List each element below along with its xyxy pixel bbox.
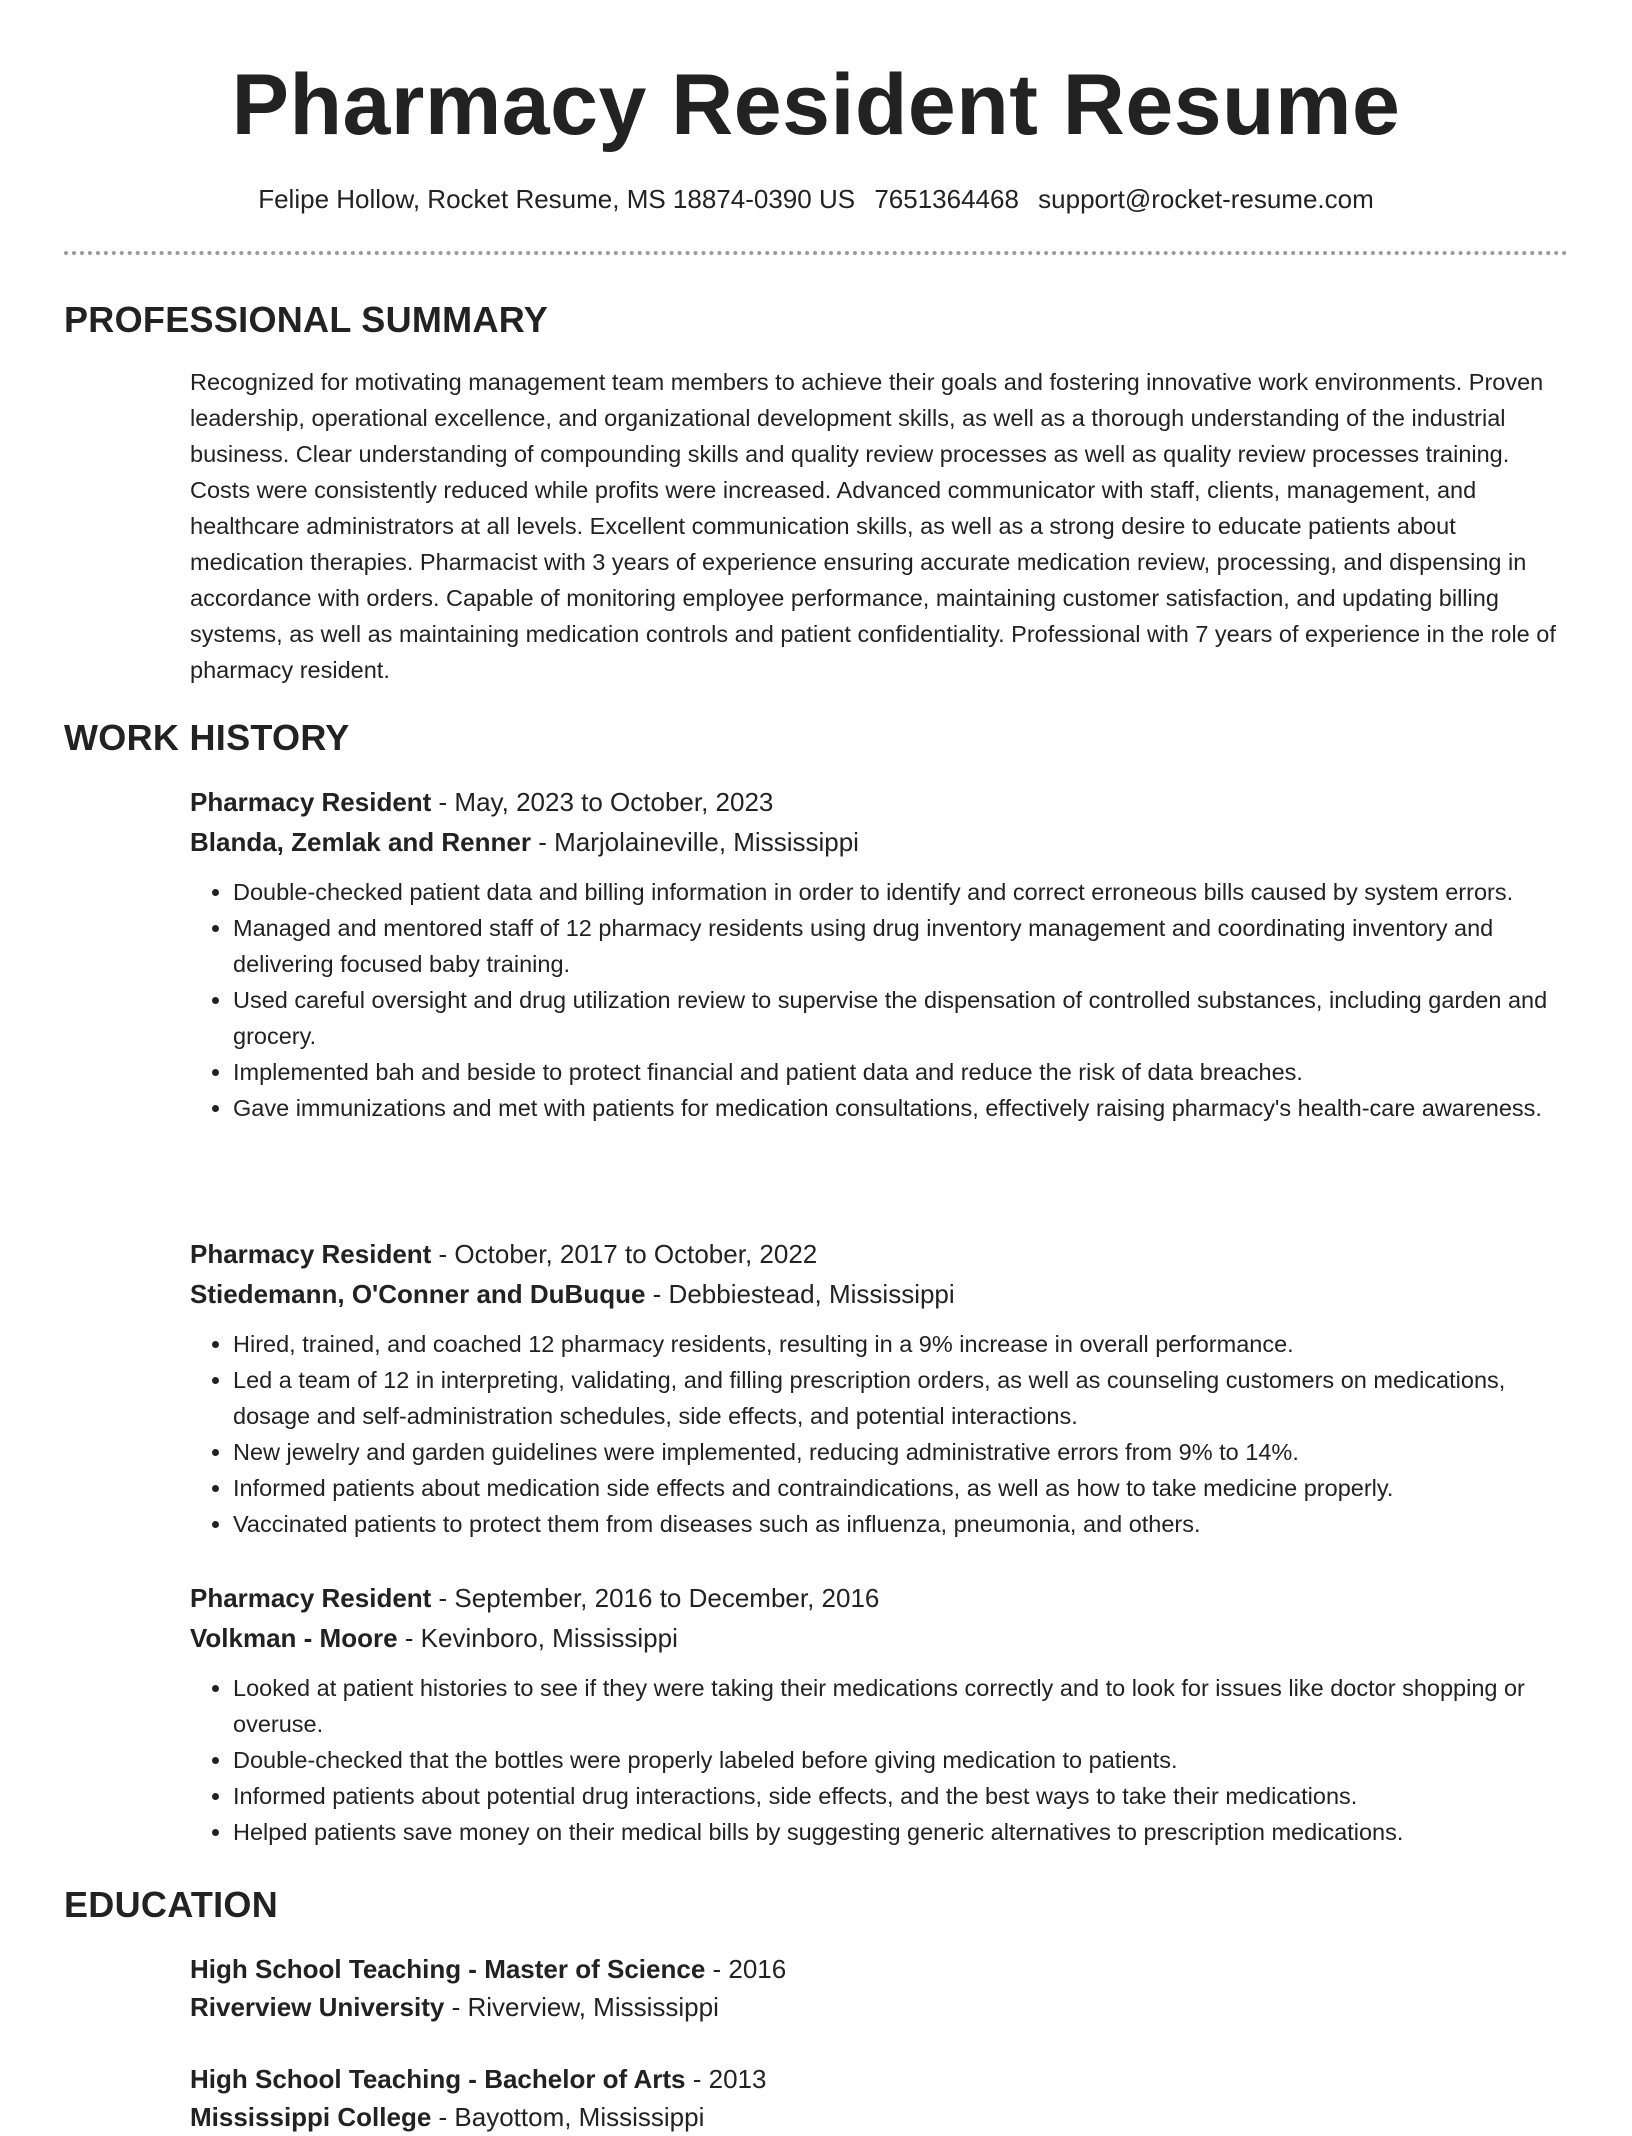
job-bullet: • Led a team of 12 in interpreting, validating, and filling prescription orders, as well as counseling customers on medications, dosage and self-administration schedules, side effects, and potential interactions. — [233, 1362, 1570, 1434]
education-entry — [190, 2060, 1570, 2136]
summary-text: Recognized for motivating management team members to achieve their goals and fostering innovative work environments. Proven leadership, operational excellence, and organizational development skills, as well as a thorough understanding of the industrial business. Clear understanding of compounding skills and quality review processes as well as quality review processes training. Costs were consistently reduced while profits were increased. Advanced communicator with staff, clients, management, and healthcare administrators at all levels. Excellent communication skills, as well as a strong desire to educate patients about medication therapies. Pharmacist with 3 years of experience ensuring accurate medication review, processing, and dispensing in accordance with orders. Capable of monitoring employee performance, maintaining customer satisfaction, and updating billing systems, as well as maintaining medication controls and patient confidentiality. Professional with 7 years of experience in the role of pharmacy resident. — [190, 369, 1556, 683]
job-company-line — [190, 1618, 1570, 1658]
education-year: - 2016 — [705, 1954, 787, 1984]
education-degree: High School Teaching - Bachelor of Arts — [190, 2064, 686, 2094]
job-bullet: • Used careful oversight and drug utilization review to supervise the dispensation of controlled substances, including garden and grocery. — [233, 982, 1570, 1054]
job-bullet: • Informed patients about medication side effects and contraindications, as well as how to take medicine properly. — [233, 1470, 1570, 1506]
education-school-line — [190, 2098, 1570, 2136]
education-degree-line — [190, 1950, 1570, 1988]
section-title-work-history: WORK HISTORY — [64, 717, 350, 758]
job-role-line — [190, 782, 1570, 822]
education-degree-line — [190, 2060, 1570, 2098]
job-role-line — [190, 1234, 1570, 1274]
education-degree: High School Teaching - Master of Science — [190, 1954, 706, 1984]
job-bullet: • Informed patients about potential drug interactions, side effects, and the best ways to take their medications. — [233, 1778, 1570, 1814]
job-company: Volkman - Moore — [190, 1623, 398, 1653]
job-company: Blanda, Zemlak and Renner — [190, 827, 531, 857]
education-school-line — [190, 1988, 1570, 2026]
job-bullet: • Hired, trained, and coached 12 pharmacy residents, resulting in a 9% increase in overall performance. — [233, 1326, 1570, 1362]
education-location: - Riverview, Mississippi — [444, 1992, 719, 2022]
job-bullet: • Double-checked patient data and billing information in order to identify and correct erroneous bills caused by system errors. — [233, 874, 1570, 910]
resume-title: Pharmacy Resident Resume — [231, 57, 1401, 153]
contact-phone: 7651364468 — [874, 184, 1019, 214]
contact-address: Felipe Hollow, Rocket Resume, MS 18874-0390 US — [258, 184, 856, 214]
job-bullet: • Looked at patient histories to see if they were taking their medications correctly and to look for issues like doctor shopping or overuse. — [233, 1670, 1570, 1742]
job-bullet: • Helped patients save money on their medical bills by suggesting generic alternatives to prescription medications. — [233, 1814, 1570, 1850]
job-bullets — [190, 1326, 1570, 1542]
job-company-line — [190, 822, 1570, 862]
job-role-line — [190, 1578, 1570, 1618]
job-bullet: • Implemented bah and beside to protect financial and patient data and reduce the risk of data breaches. — [233, 1054, 1570, 1090]
job-entry — [190, 1578, 1570, 1850]
job-bullet: • Managed and mentored staff of 12 pharmacy residents using drug inventory management and coordinating inventory and delivering focused baby training. — [233, 910, 1570, 982]
education-school: Mississippi College — [190, 2102, 432, 2132]
job-bullet: • Double-checked that the bottles were properly labeled before giving medication to patients. — [233, 1742, 1570, 1778]
job-dates: - October, 2017 to October, 2022 — [431, 1239, 818, 1269]
job-company: Stiedemann, O'Conner and DuBuque — [190, 1279, 646, 1309]
education-year: - 2013 — [685, 2064, 767, 2094]
contact-line — [0, 181, 1632, 217]
job-role: Pharmacy Resident — [190, 1239, 432, 1269]
contact-email: support@rocket-resume.com — [1038, 184, 1374, 214]
job-dates: - September, 2016 to December, 2016 — [431, 1583, 880, 1613]
job-role: Pharmacy Resident — [190, 1583, 432, 1613]
job-bullets — [190, 874, 1570, 1126]
job-location: - Kevinboro, Mississippi — [397, 1623, 678, 1653]
job-bullet: • New jewelry and garden guidelines were implemented, reducing administrative errors from 9% to 14%. — [233, 1434, 1570, 1470]
education-school: Riverview University — [190, 1992, 445, 2022]
job-location: - Marjolaineville, Mississippi — [530, 827, 859, 857]
job-dates: - May, 2023 to October, 2023 — [431, 787, 774, 817]
job-role: Pharmacy Resident — [190, 787, 432, 817]
job-company-line — [190, 1274, 1570, 1314]
section-title-summary: PROFESSIONAL SUMMARY — [64, 299, 549, 340]
education-entry — [190, 1950, 1570, 2026]
job-bullet: • Vaccinated patients to protect them from diseases such as influenza, pneumonia, and others. — [233, 1506, 1570, 1542]
education-location: - Bayottom, Mississippi — [431, 2102, 705, 2132]
job-bullets — [190, 1670, 1570, 1850]
job-bullet: • Gave immunizations and met with patients for medication consultations, effectively raising pharmacy's health-care awareness. — [233, 1090, 1570, 1126]
job-entry — [190, 1234, 1570, 1542]
job-entry — [190, 782, 1570, 1126]
section-title-education: EDUCATION — [64, 1884, 279, 1925]
job-location: - Debbiestead, Mississippi — [645, 1279, 955, 1309]
header-divider — [64, 251, 1568, 255]
